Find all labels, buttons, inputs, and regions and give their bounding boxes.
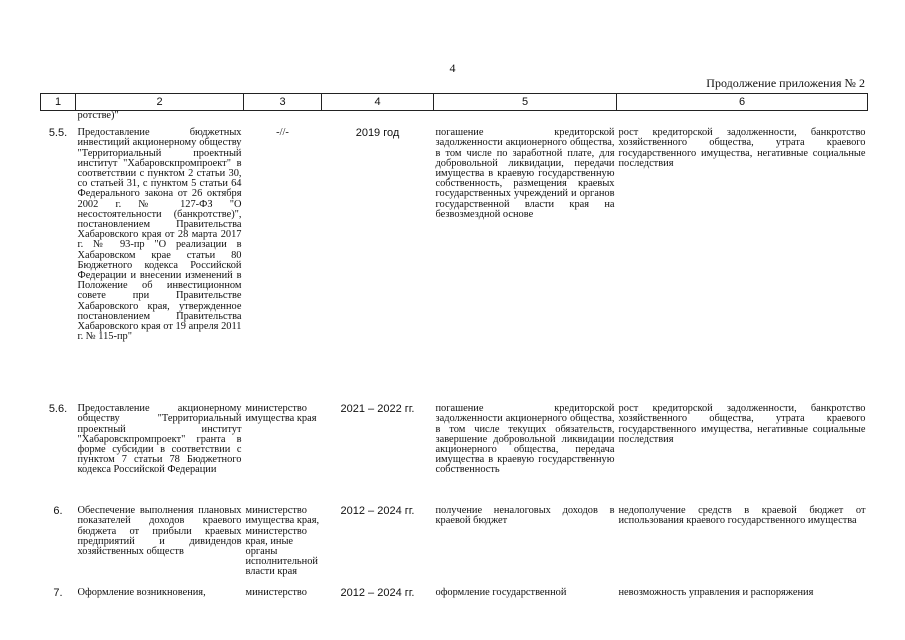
table-row [41, 501, 868, 583]
page-number: 4 [449, 61, 456, 75]
responsible-executor: министерство имущества края, министерство края, иные органы исполнительной власти края [245, 505, 320, 578]
carryover-text: ротстве)" [77, 110, 119, 121]
consequences-of-non-implementation: невозможность управления и распоряжения [618, 587, 814, 599]
measure-description: Обеспечение выполнения плановых показателей доходов краевого бюджета от прибыли краевых предприятий и дивидендов хозяйственных обществ [77, 505, 242, 558]
expected-result: погашение кредиторской задолженности акционерного общества, в том числе текущих обязательств, завершение добровольной ликвидации акционерного общества, передача имущества в краевую государственную собственность [435, 403, 615, 476]
table-row [41, 583, 868, 598]
responsible-executor: -//- [276, 127, 289, 139]
responsible-executor: министерство имущества края [245, 403, 317, 425]
measure-description: Предоставление бюджетных инвестиций акционерному обществу "Территориальный проектный институт "Хабаровскпромпроект" в соответствии с пунктом 2 статьи 30, со статьей 31, с пунктом 5 статьи 64 Федерального закона от 26 октября 2002 г. № 127-ФЗ "О несостоятельности (банкротстве)", постановлением Правительства Хабаровского края от 28 марта 2017 г. № 93-пр "О реализации в Хабаровском крае статьи 80 Бюджетного кодекса Российской Федерации и внесении изменений в Положение об инвестиционном совете при Правительстве Хабаровского края, утвержденное постановлением Правительства Хабаровского края от 19 апреля 2011 г. № 115-пр" [77, 127, 242, 343]
responsible-executor: министерство [245, 587, 307, 599]
header-col-5: 5 [434, 94, 617, 111]
continuation-label: Продолжение приложения № 2 [706, 76, 865, 90]
header-col-3: 3 [244, 94, 322, 111]
plan-table [40, 93, 868, 598]
header-col-1: 1 [41, 94, 76, 111]
expected-result: оформление государственной [435, 587, 567, 599]
header-col-4: 4 [322, 94, 434, 111]
expected-result: получение неналоговых доходов в краевой бюджет [435, 505, 615, 527]
carryover-row [41, 111, 868, 124]
table-row [41, 399, 868, 501]
row-number: 6. [53, 505, 63, 518]
measure-description: Оформление возникновения, [77, 587, 206, 599]
consequences-of-non-implementation: рост кредиторской задолженности, банкротство хозяйственного общества, утрата краевого государственного имущества, негативные социальные последствия [618, 403, 866, 445]
implementation-period: 2019 год [355, 127, 400, 140]
consequences-of-non-implementation: недополучение средств в краевой бюджет от использования краевого государственного имущества [618, 505, 866, 527]
measure-description: Предоставление акционерному обществу "Территориальный проектный институт "Хабаровскпромпроект" гранта в форме субсидии в соответствии с пунктом 7 статьи 78 Бюджетного кодекса Российской Федерации [77, 403, 242, 476]
header-col-2: 2 [76, 94, 244, 111]
table-row [41, 123, 868, 399]
row-number: 7. [53, 587, 63, 600]
header-row [41, 94, 868, 111]
row-number: 5.6. [48, 403, 68, 416]
row-number: 5.5. [48, 127, 68, 140]
implementation-period: 2012 – 2024 гг. [340, 505, 415, 518]
implementation-period: 2012 – 2024 гг. [340, 587, 415, 600]
expected-result: погашение кредиторской задолженности акционерного общества, в том числе по заработной плате, для добровольной ликвидации, передачи имущества в краевую государственную собственность, размещения краевых государственных учреждений и органов государственной власти края на безвозмездной основе [435, 127, 615, 220]
consequences-of-non-implementation: рост кредиторской задолженности, банкротство хозяйственного общества, утрата краевого государственного имущества, негативные социальные последствия [618, 127, 866, 169]
implementation-period: 2021 – 2022 гг. [340, 403, 415, 416]
header-col-6: 6 [617, 94, 868, 111]
